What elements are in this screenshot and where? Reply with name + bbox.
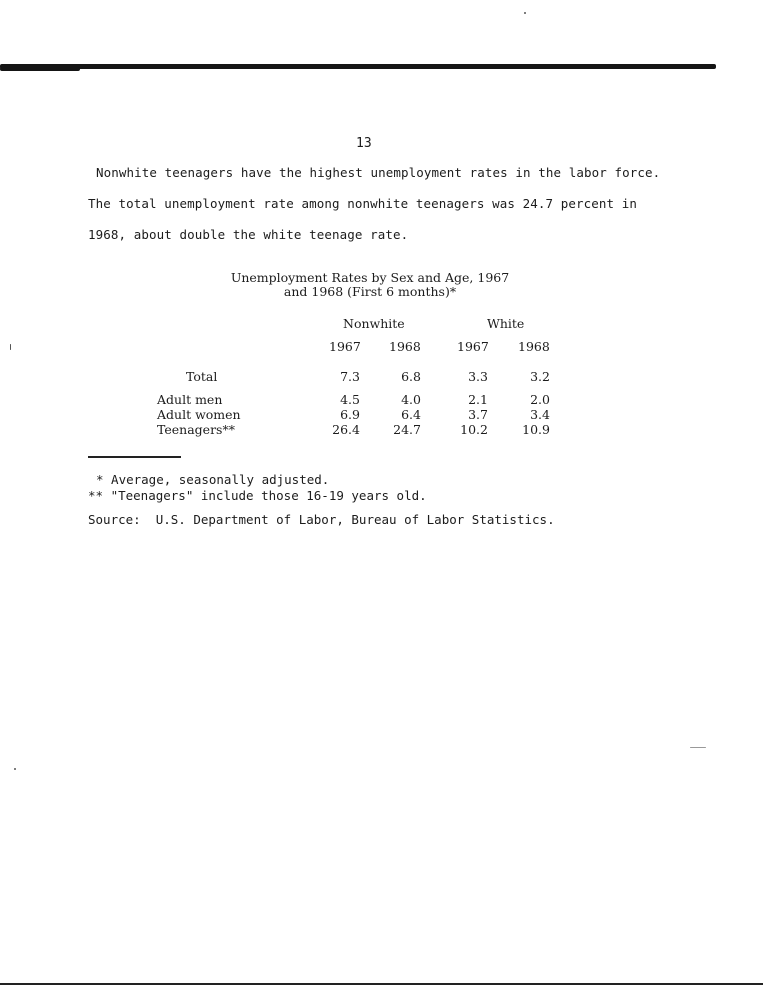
year-header-white-1968: 1968 <box>518 339 550 354</box>
bottom-rule <box>0 983 763 985</box>
cell-teenagers-nonwhite-1968: 24.7 <box>393 422 421 437</box>
cell-teenagers-white-1968: 10.9 <box>522 422 550 437</box>
cell-adult-women-white-1967: 3.7 <box>468 407 488 422</box>
scan-speck <box>10 344 11 350</box>
paragraph-line-3: 1968, about double the white teenage rate. <box>88 227 409 242</box>
row-label-adult-women: Adult women <box>157 407 241 422</box>
footnote-average: * Average, seasonally adjusted. <box>96 472 330 487</box>
cell-adult-women-nonwhite-1967: 6.9 <box>340 407 360 422</box>
paragraph-line-1: Nonwhite teenagers have the highest unemployment rates in the labor force. <box>96 165 661 180</box>
cell-adult-men-white-1968: 2.0 <box>530 392 550 407</box>
row-label-teenagers: Teenagers** <box>157 422 235 437</box>
cell-adult-men-nonwhite-1968: 4.0 <box>401 392 421 407</box>
footnote-rule <box>88 456 181 458</box>
table-title <box>200 271 540 299</box>
cell-adult-women-nonwhite-1968: 6.4 <box>401 407 421 422</box>
cell-adult-men-white-1967: 2.1 <box>468 392 488 407</box>
group-header-nonwhite: Nonwhite <box>343 316 405 331</box>
table-title-line-2: and 1968 (First 6 months)* <box>283 284 457 299</box>
cell-adult-men-nonwhite-1967: 4.5 <box>340 392 360 407</box>
cell-total-white-1968: 3.2 <box>530 369 550 384</box>
cell-total-nonwhite-1968: 6.8 <box>401 369 421 384</box>
year-header-nonwhite-1967: 1967 <box>329 339 361 354</box>
cell-teenagers-white-1967: 10.2 <box>460 422 488 437</box>
paragraph-line-2: The total unemployment rate among nonwhite teenagers was 24.7 percent in <box>88 196 638 211</box>
cell-total-nonwhite-1967: 7.3 <box>340 369 360 384</box>
scan-speck <box>524 12 526 14</box>
row-label-adult-men: Adult men <box>157 392 223 407</box>
table-title-line-1: Unemployment Rates by Sex and Age, 1967 <box>230 270 510 285</box>
scan-speck <box>690 747 706 748</box>
group-header-white: White <box>487 316 525 331</box>
page-number: 13 <box>356 136 372 151</box>
cell-adult-women-white-1968: 3.4 <box>530 407 550 422</box>
year-header-nonwhite-1968: 1968 <box>389 339 421 354</box>
row-label-total: Total <box>186 369 218 384</box>
top-rule <box>0 64 716 69</box>
source-note: Source: U.S. Department of Labor, Bureau of Labor Statistics. <box>88 512 555 527</box>
year-header-white-1967: 1967 <box>457 339 489 354</box>
cell-total-white-1967: 3.3 <box>468 369 488 384</box>
scan-speck <box>14 768 16 770</box>
footnote-teenagers: ** "Teenagers" include those 16-19 years old. <box>88 488 427 503</box>
cell-teenagers-nonwhite-1967: 26.4 <box>332 422 360 437</box>
